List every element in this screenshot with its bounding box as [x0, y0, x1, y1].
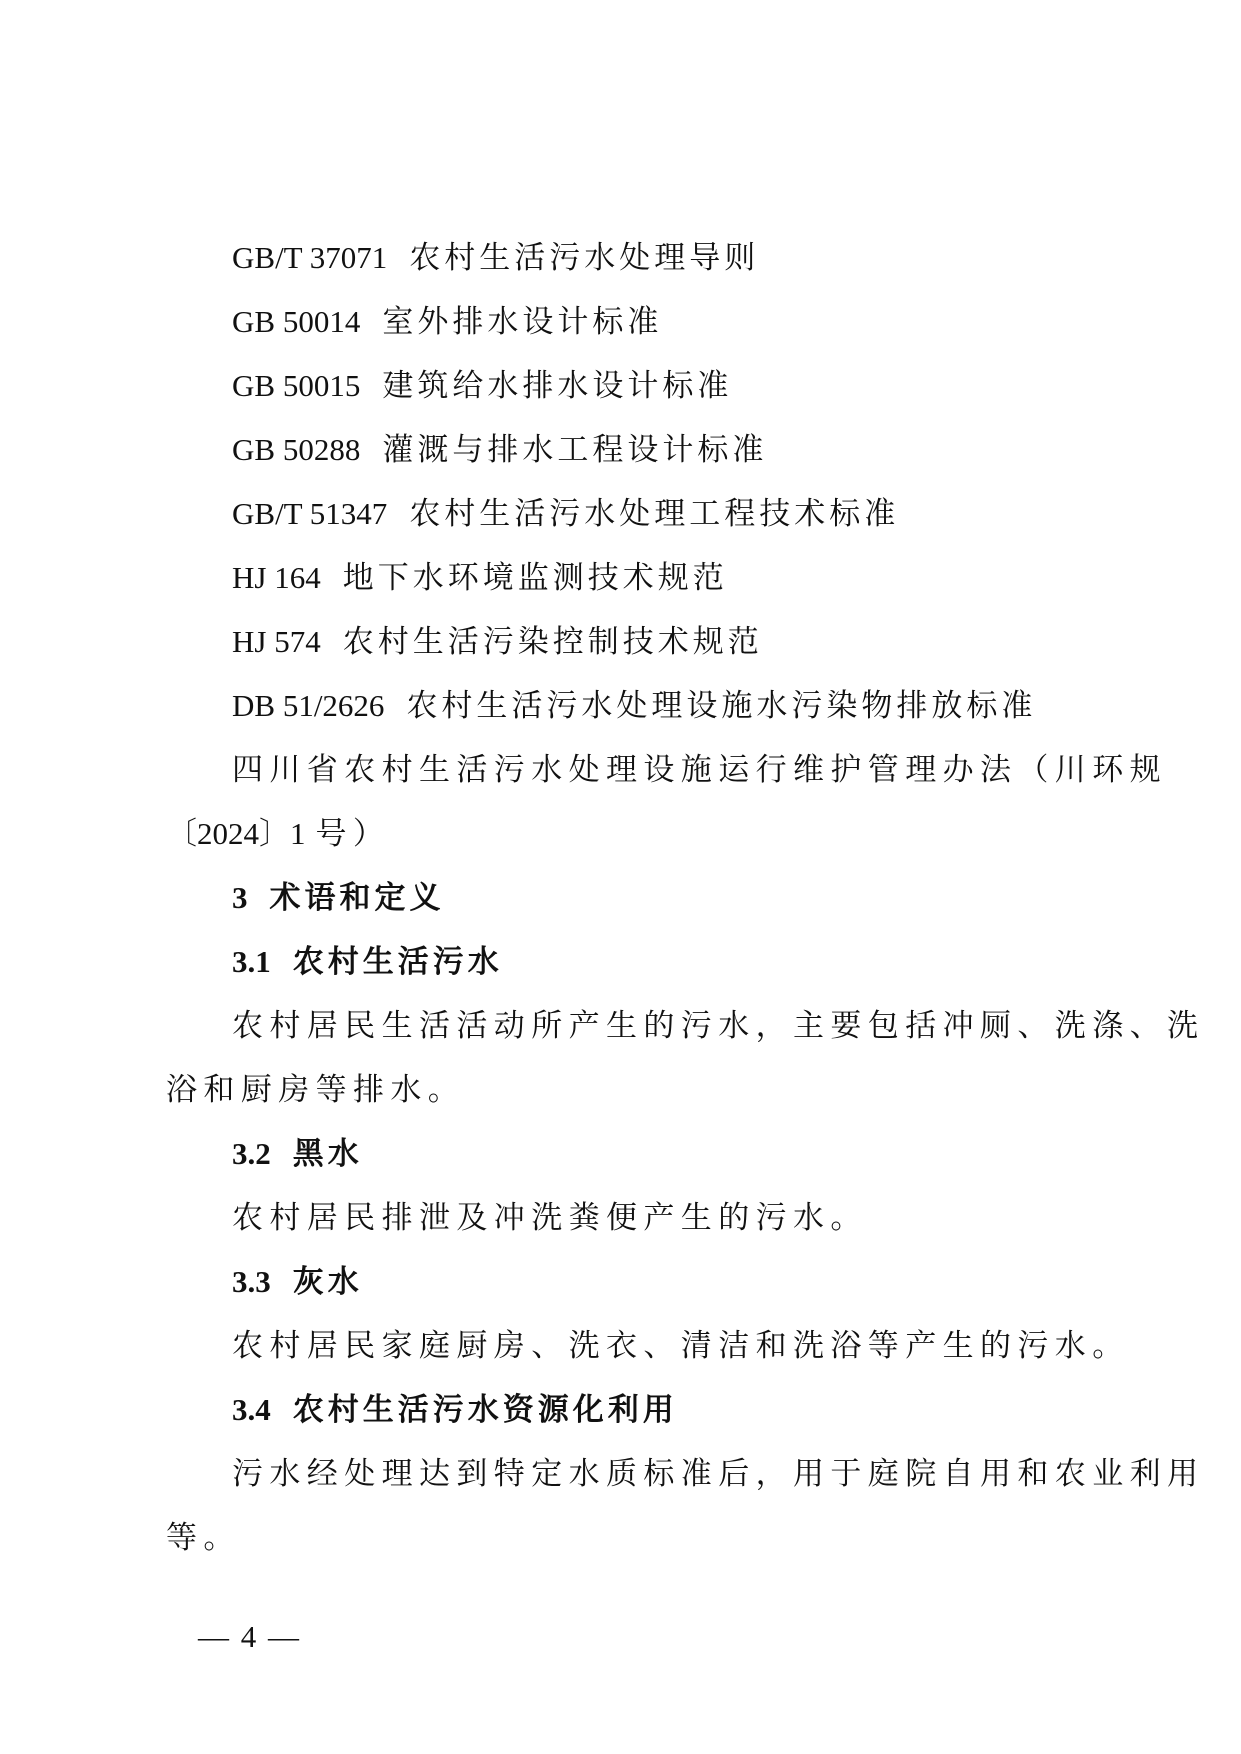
term-number: 3.1: [232, 944, 271, 979]
reference-line: [232, 494, 899, 534]
reference-line: [232, 430, 767, 470]
term-title: 农村生活污水资源化利用: [292, 1392, 678, 1428]
term-title: 黑水: [292, 1136, 363, 1172]
reference-code: GB 50288: [232, 432, 361, 467]
term-definition: 农村居民生活活动所产生的污水，主要包括冲厕、洗涤、洗: [232, 1008, 1205, 1044]
term-title: 灰水: [292, 1264, 363, 1300]
reference-code: HJ 574: [232, 624, 321, 659]
term-heading: [232, 1134, 363, 1174]
reference-code: GB 50015: [232, 368, 361, 403]
reference-code: GB 50014: [232, 304, 361, 339]
reference-code: GB/T 37071: [232, 240, 388, 275]
term-heading: [232, 1262, 363, 1302]
term-heading: [232, 1390, 678, 1430]
term-definition-continued: 等。: [166, 1520, 241, 1556]
term-number: 3.3: [232, 1264, 271, 1299]
regulation-line-2: [166, 814, 390, 854]
term-definition: 农村居民排泄及冲洗粪便产生的污水。: [232, 1200, 868, 1236]
term-title: 农村生活污水: [292, 944, 503, 980]
section-title: 术语和定义: [269, 880, 445, 916]
reference-title: 农村生活污水处理工程技术标准: [409, 496, 900, 532]
section-heading: [232, 878, 445, 918]
reference-title: 地下水环境监测技术规范: [342, 560, 728, 596]
reference-line: [232, 686, 1036, 726]
reference-line: [232, 238, 759, 278]
page-number: — 4 —: [198, 1619, 301, 1654]
regulation-number: 〔2024〕1: [166, 816, 306, 851]
term-definition: 污水经处理达到特定水质标准后，用于庭院自用和农业利用: [232, 1456, 1205, 1492]
reference-title: 室外排水设计标准: [382, 304, 663, 340]
section-number: 3: [232, 880, 248, 915]
reference-title: 农村生活污水处理导则: [409, 240, 760, 276]
reference-title: 农村生活污染控制技术规范: [342, 624, 763, 660]
reference-code: HJ 164: [232, 560, 321, 595]
reference-line: [232, 366, 732, 406]
reference-code: DB 51/2626: [232, 688, 385, 723]
reference-code: GB/T 51347: [232, 496, 388, 531]
reference-title: 灌溉与排水工程设计标准: [382, 432, 768, 468]
term-number: 3.2: [232, 1136, 271, 1171]
term-definition: 农村居民家庭厨房、洗衣、清洁和洗浴等产生的污水。: [232, 1328, 1130, 1364]
regulation-line-1: 四川省农村生活污水处理设施运行维护管理办法（川环规: [232, 752, 1167, 788]
term-heading: [232, 942, 503, 982]
regulation-suffix: 号）: [315, 816, 391, 852]
reference-title: 农村生活污水处理设施水污染物排放标准: [406, 688, 1037, 724]
term-number: 3.4: [232, 1392, 271, 1427]
reference-title: 建筑给水排水设计标准: [382, 368, 733, 404]
reference-line: [232, 622, 763, 662]
term-definition-continued: 浴和厨房等排水。: [166, 1072, 466, 1108]
reference-line: [232, 302, 662, 342]
reference-line: [232, 558, 728, 598]
